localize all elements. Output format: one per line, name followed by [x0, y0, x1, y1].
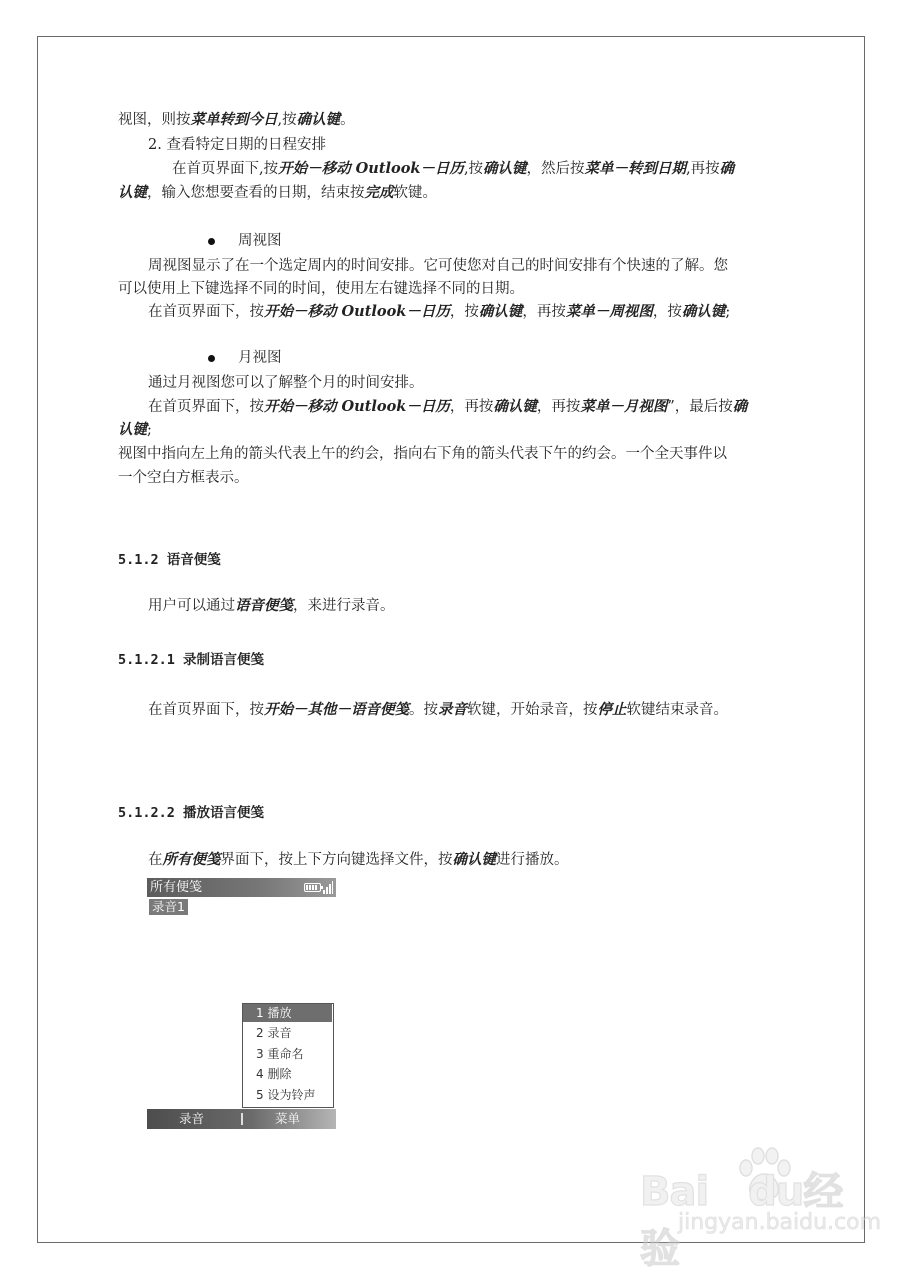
- week-view-title: 周视图: [238, 233, 282, 249]
- watermark-url: jingyan.baidu.com: [678, 1210, 882, 1235]
- para-voice-note: 用户可以通过语音便笺，来进行录音。: [148, 597, 395, 614]
- month-desc-1: 通过月视图您可以了解整个月的时间安排。: [148, 375, 424, 391]
- baidu-watermark: [640, 1140, 882, 1272]
- softkey-bar: [147, 1109, 336, 1129]
- phone-title: 所有便笺: [150, 880, 203, 895]
- menu-item-play[interactable]: 1 播放: [243, 1004, 332, 1022]
- watermark-brand: Bai du经验: [640, 1169, 843, 1272]
- phone-title-bar: [147, 878, 336, 897]
- menu-item-rename[interactable]: 3 重命名: [256, 1047, 304, 1061]
- menu-item-delete[interactable]: 4 删除: [256, 1067, 292, 1081]
- month-desc-3: 视图中指向左上角的箭头代表上午的约会，指向右下角的箭头代表下午的约会。一个全天事件以: [118, 446, 727, 462]
- context-menu: [242, 1003, 334, 1108]
- para-play: 在所有便笺界面下，按上下方向键选择文件，按确认键进行播放。: [148, 851, 569, 868]
- month-steps-1: 在首页界面下，按开始－移动 Outlook－日历，再按确认键，再按菜单－月视图”，最后按确: [148, 398, 748, 415]
- para-record: 在首页界面下，按开始－其他－语音便笺。按录音软键，开始录音，按停止软键结束录音。: [148, 701, 728, 718]
- week-steps: 在首页界面下，按开始－移动 Outlook－日历，按确认键，再按菜单－周视图，按确认键;: [148, 303, 731, 320]
- bullet-icon: [208, 355, 215, 362]
- softkey-right-menu[interactable]: 菜单: [275, 1111, 301, 1126]
- menu-item-record[interactable]: 2 录音: [256, 1026, 292, 1040]
- battery-icon: [304, 883, 321, 892]
- softkey-divider: [241, 1113, 243, 1125]
- list-item-selected[interactable]: 录音1: [149, 899, 188, 915]
- para-date-line1: 在首页界面下,按开始－移动 Outlook－日历,按确认键，然后按菜单－转到日期,再按确: [172, 160, 735, 177]
- heading-5-1-2-1: 5.1.2.1 录制语言便笺: [118, 652, 265, 668]
- softkey-left-record[interactable]: 录音: [179, 1111, 205, 1126]
- phone-screenshot: [147, 878, 336, 1130]
- para-today: 视图，则按菜单转到今日,按确认键。: [118, 111, 355, 128]
- menu-item-set-ringtone[interactable]: 5 设为铃声: [256, 1088, 316, 1102]
- bullet-icon: [208, 238, 215, 245]
- heading-5-1-2: 5.1.2 语音便笺: [118, 552, 221, 568]
- item-specific-date: 2. 查看特定日期的日程安排: [148, 137, 326, 153]
- week-desc-1: 周视图显示了在一个选定周内的时间安排。它可使您对自己的时间安排有个快速的了解。您: [148, 258, 728, 274]
- month-view-title: 月视图: [238, 350, 282, 366]
- month-desc-4: 一个空白方框表示。: [118, 470, 249, 486]
- para-date-line2: 认键，输入您想要查看的日期，结束按完成软键。: [118, 184, 437, 201]
- signal-icon: [323, 881, 333, 894]
- week-desc-2: 可以使用上下键选择不同的时间，使用左右键选择不同的日期。: [118, 281, 524, 297]
- heading-5-1-2-2: 5.1.2.2 播放语言便笺: [118, 805, 265, 821]
- month-steps-2: 认键;: [118, 421, 152, 438]
